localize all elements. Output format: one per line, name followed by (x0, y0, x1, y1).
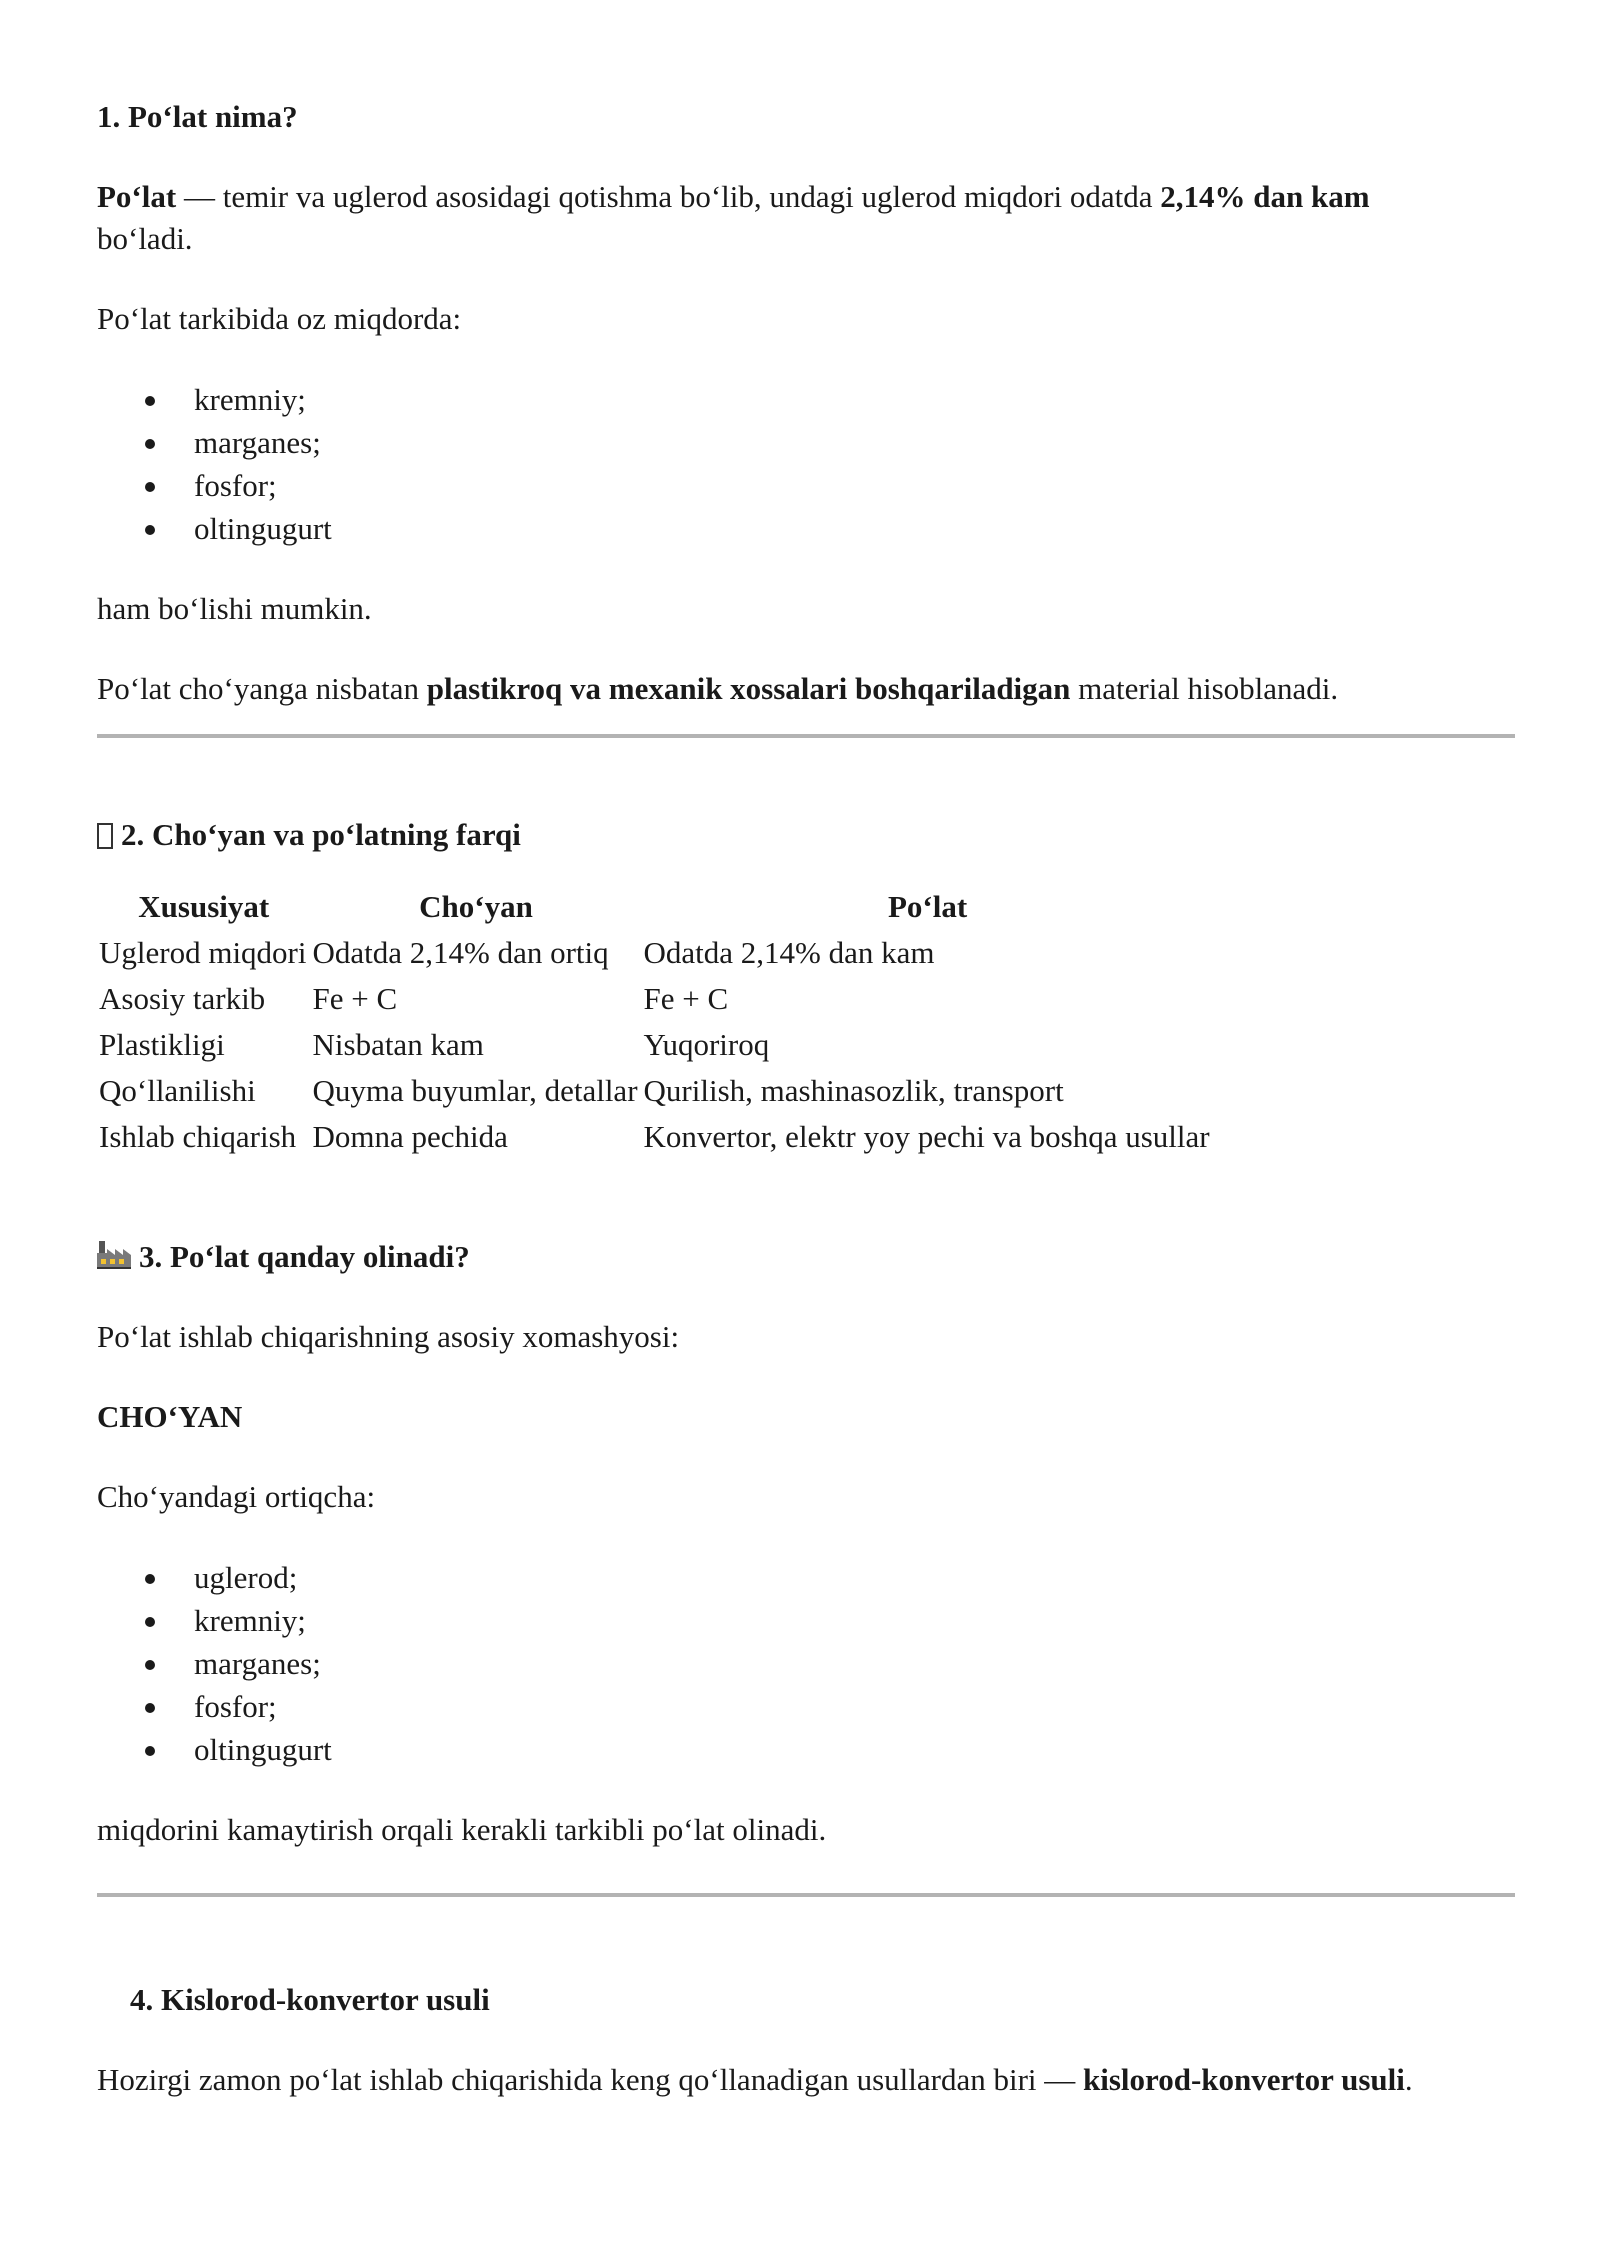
table-cell: Plastikligi (99, 1027, 225, 1062)
list-item: oltingugurt (97, 507, 1515, 550)
section2-heading-text: 2. Cho‘yan va po‘latning farqi (121, 817, 521, 852)
divider (97, 734, 1515, 738)
list-item: marganes; (97, 1642, 1515, 1685)
table-row (97, 930, 1214, 976)
missing-glyph-icon (97, 823, 113, 849)
list-item: fosfor; (97, 1685, 1515, 1728)
list-item: kremniy; (97, 378, 1515, 421)
comparison-table (97, 884, 1214, 1160)
table-cell: Yuqoriroq (643, 1027, 770, 1062)
section4-text (97, 2059, 1515, 2101)
list-item: fosfor; (97, 464, 1515, 507)
table-row (97, 976, 1214, 1022)
list-item: uglerod; (97, 1556, 1515, 1599)
section2-heading (97, 814, 1515, 856)
excess-lead: Cho‘yandagi ortiqcha: (97, 1479, 376, 1514)
after-list-text: ham bo‘lishi mumkin. (97, 591, 372, 626)
comparison-bold: plastikroq va mexanik xossalari boshqariladigan (426, 671, 1071, 706)
document-page (97, 96, 1515, 2101)
table-cell: Uglerod miqdori (99, 935, 307, 970)
table-cell: Ishlab chiqarish (99, 1119, 297, 1154)
table-cell: Konvertor, elektr yoy pechi va boshqa usullar (643, 1119, 1210, 1154)
raw-material-lead: Po‘lat ishlab chiqarishning asosiy xomashyosi: (97, 1319, 680, 1354)
section3-heading (97, 1236, 1515, 1278)
column-header-property: Xususiyat (138, 889, 270, 924)
table-cell: Domna pechida (312, 1119, 508, 1154)
steel-term: Po‘lat (97, 179, 177, 214)
steel-definition-tail: bo‘ladi. (97, 221, 193, 256)
table-row (97, 1022, 1214, 1068)
comparison-post: material hisoblanadi. (1070, 671, 1339, 706)
steel-definition (97, 176, 1515, 260)
steel-definition-text: — temir va uglerod asosidagi qotishma bo‘lib, undagi uglerod miqdori odatda (176, 179, 1161, 214)
list-item: oltingugurt (97, 1728, 1515, 1771)
composition-list (97, 378, 1515, 550)
table-cell: Qurilish, mashinasozlik, transport (643, 1073, 1064, 1108)
table-cell: Odatda 2,14% dan kam (643, 935, 935, 970)
section4-text-post: . (1404, 2062, 1413, 2097)
factory-icon (97, 1239, 131, 1271)
column-header-cast-iron: Cho‘yan (419, 889, 533, 924)
raw-material (97, 1396, 1515, 1438)
table-cell: Qo‘llanilishi (99, 1073, 256, 1108)
table-cell: Nisbatan kam (312, 1027, 484, 1062)
section3-heading-text: 3. Po‘lat qanday olinadi? (139, 1239, 470, 1274)
list-item: marganes; (97, 421, 1515, 464)
raw-material-name: CHO‘YAN (97, 1399, 243, 1434)
section4-heading: 4. Kislorod-konvertor usuli (130, 1982, 490, 2017)
list-item: kremniy; (97, 1599, 1515, 1642)
divider (97, 1893, 1515, 1897)
excess-list (97, 1556, 1515, 1771)
table-cell: Quyma buyumlar, detallar (312, 1073, 638, 1108)
carbon-limit: 2,14% dan kam (1160, 179, 1370, 214)
table-row (97, 1114, 1214, 1160)
table-cell: Fe + C (643, 981, 729, 1016)
table-cell: Asosiy tarkib (99, 981, 266, 1016)
conclusion-text: miqdorini kamaytirish orqali kerakli tarkibli po‘lat olinadi. (97, 1812, 827, 1847)
composition-lead: Po‘lat tarkibida oz miqdorda: (97, 301, 462, 336)
section4-text-bold: kislorod-konvertor usuli (1083, 2062, 1405, 2097)
section1-heading: 1. Po‘lat nima? (97, 99, 298, 134)
comparison-pre: Po‘lat cho‘yanga nisbatan (97, 671, 427, 706)
table-row (97, 1068, 1214, 1114)
section4-text-pre: Hozirgi zamon po‘lat ishlab chiqarishida keng qo‘llanadigan usullardan biri — (97, 2062, 1084, 2097)
table-cell: Odatda 2,14% dan ortiq (312, 935, 609, 970)
table-cell: Fe + C (312, 981, 398, 1016)
table-header-row (97, 884, 1214, 930)
column-header-steel: Po‘lat (887, 889, 968, 924)
comparison-text (97, 668, 1515, 710)
